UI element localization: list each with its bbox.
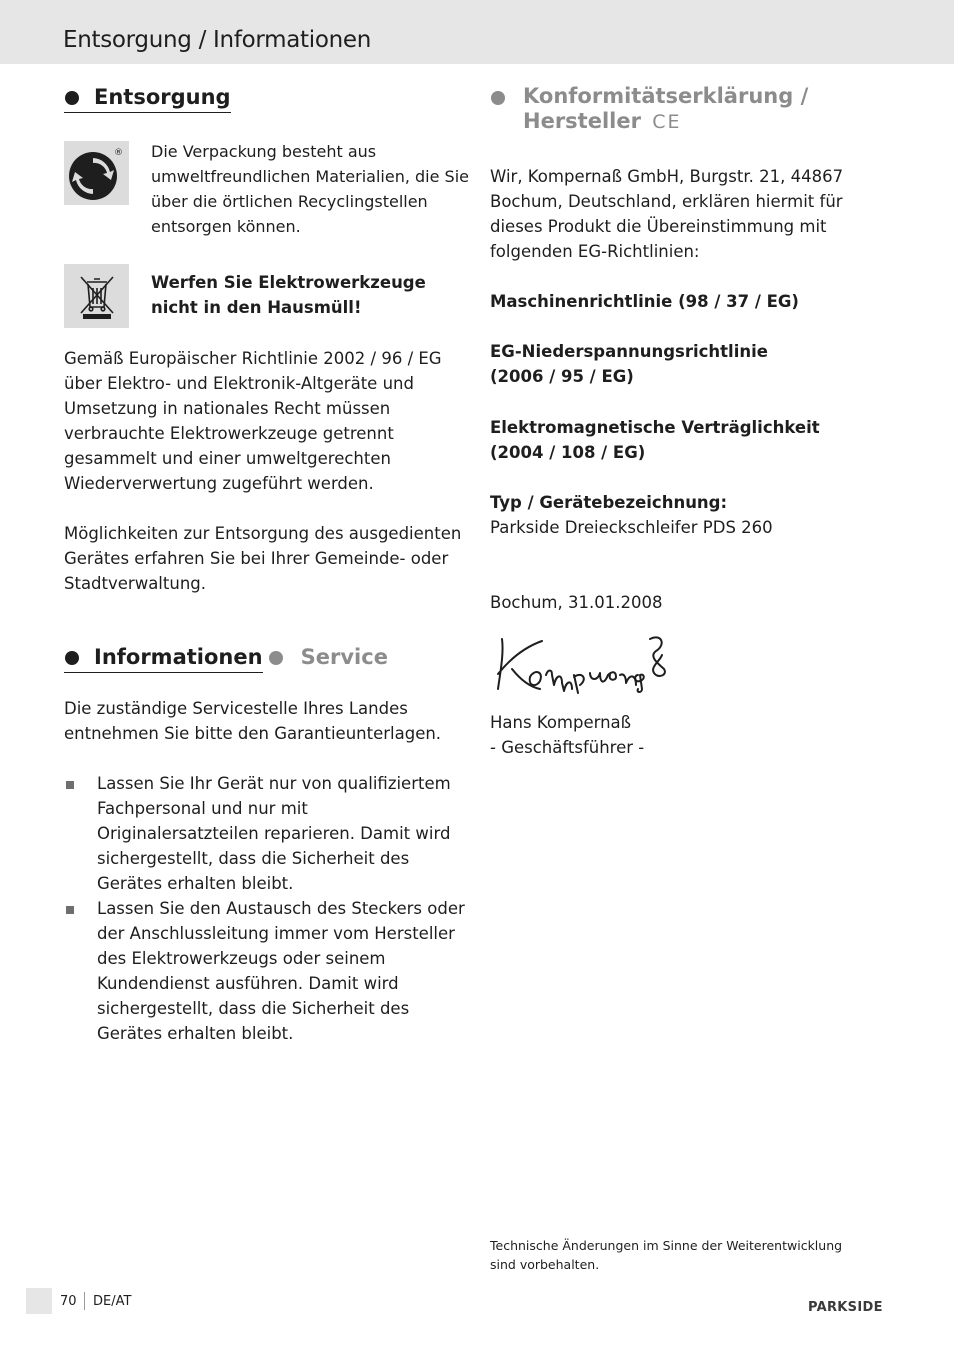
section-heading-informationen (64, 644, 263, 673)
type-label: Typ / Gerätebezeichnung: (490, 493, 728, 512)
footer-box (26, 1288, 52, 1314)
signature-image (490, 629, 890, 695)
ce-mark: CE (652, 111, 682, 133)
service-bullet-list (64, 771, 469, 1046)
recycle-row (64, 141, 469, 239)
registered-mark: ® (114, 148, 123, 158)
left-column (64, 84, 469, 1046)
right-column (490, 84, 890, 760)
technical-changes-note: Technische Änderungen im Sinne der Weiterentwicklung sind vorbehalten. (490, 1238, 843, 1272)
recycle-icon (64, 141, 129, 205)
bullet-text: Lassen Sie Ihr Gerät nur von qualifiziertem Fachpersonal und nur mit Originalersatzteilen reparieren. Damit wird sichergestellt, dass die Sicherheit des Gerätes erhalten bleibt. (97, 774, 451, 893)
weee-row (64, 264, 469, 328)
subheading-service (268, 644, 388, 672)
directive-low-voltage (490, 339, 890, 389)
service-text: Die zuständige Servicestelle Ihres Landes entnehmen Sie bitte den Garantieunterlagen. (64, 699, 442, 743)
bullet-dot-icon (269, 651, 283, 665)
heading-text: Entsorgung (94, 85, 231, 109)
disposal-municipality-text: Möglichkeiten zur Entsorgung des ausgedienten Gerätes erfahren Sie bei Ihrer Gemeinde- oder Stadtverwaltung. (64, 524, 462, 593)
directive-low-voltage-line2: (2006 / 95 / EG) (490, 367, 634, 386)
bullet-text: Lassen Sie den Austausch des Steckers oder der Anschlussleitung immer vom Hersteller des Elektrowerkzeugs oder seinem Kundendienst ausführen. Damit wird sichergestellt, dass die Sicherheit des Gerätes erhalten bleibt. (97, 899, 465, 1043)
recycle-text: Die Verpackung besteht aus umweltfreundlichen Materialien, die Sie über die örtlichen Recyclingstellen entsorgen können. (151, 142, 469, 236)
conformity-intro: Wir, Kompernaß GmbH, Burgstr. 21, 44867 Bochum, Deutschland, erklären hiermit für dieses Produkt die Übereinstimmung mit folgenden EG-Richtlinien: (490, 167, 844, 261)
directive-low-voltage-line1: EG-Niederspannungsrichtlinie (490, 342, 768, 361)
section-heading-entsorgung (64, 84, 231, 113)
bullet-dot-icon (65, 651, 79, 665)
brand-logo: PARKSIDE (808, 1300, 883, 1315)
footer-divider (84, 1292, 85, 1310)
heading-text: Informationen (94, 645, 263, 669)
square-bullet-icon (66, 906, 74, 914)
list-item (64, 771, 469, 896)
signer-role: - Geschäftsführer - (490, 738, 645, 757)
heading-line2: Hersteller (523, 109, 641, 133)
bullet-dot-icon (491, 91, 505, 105)
crossed-bin-icon (64, 264, 129, 328)
signature-date: Bochum, 31.01.2008 (490, 593, 663, 612)
directive-machinery: Maschinenrichtlinie (98 / 37 / EG) (490, 292, 799, 311)
signer-name: Hans Kompernaß (490, 713, 632, 732)
directive-emc (490, 415, 890, 465)
square-bullet-icon (66, 781, 74, 789)
directive-emc-line2: (2004 / 108 / EG) (490, 443, 646, 462)
disposal-directive-text: Gemäß Europäischer Richtlinie 2002 / 96 / EG über Elektro- und Elektronik-Altgeräte und Umsetzung in nationales Recht müssen verbrauchte Elektrowerkzeuge getrennt gesammelt und einer umweltgerechten Wiederverwertung zugeführt werden. (64, 349, 442, 493)
section-heading-konformitaet (490, 84, 808, 136)
weee-warning: Werfen Sie Elektrowerkzeuge nicht in den Hausmüll! (151, 273, 426, 317)
language-code: DE/AT (93, 1294, 132, 1309)
list-item (64, 896, 469, 1046)
heading-text: Service (300, 645, 388, 669)
type-value: Parkside Dreieckschleifer PDS 260 (490, 518, 773, 537)
bullet-dot-icon (65, 91, 79, 105)
directive-emc-line1: Elektromagnetische Verträglichkeit (490, 418, 820, 437)
heading-line1: Konformitätserklärung / (523, 84, 809, 108)
page-title: Entsorgung / Informationen (63, 27, 372, 53)
page-number: 70 (60, 1294, 77, 1309)
